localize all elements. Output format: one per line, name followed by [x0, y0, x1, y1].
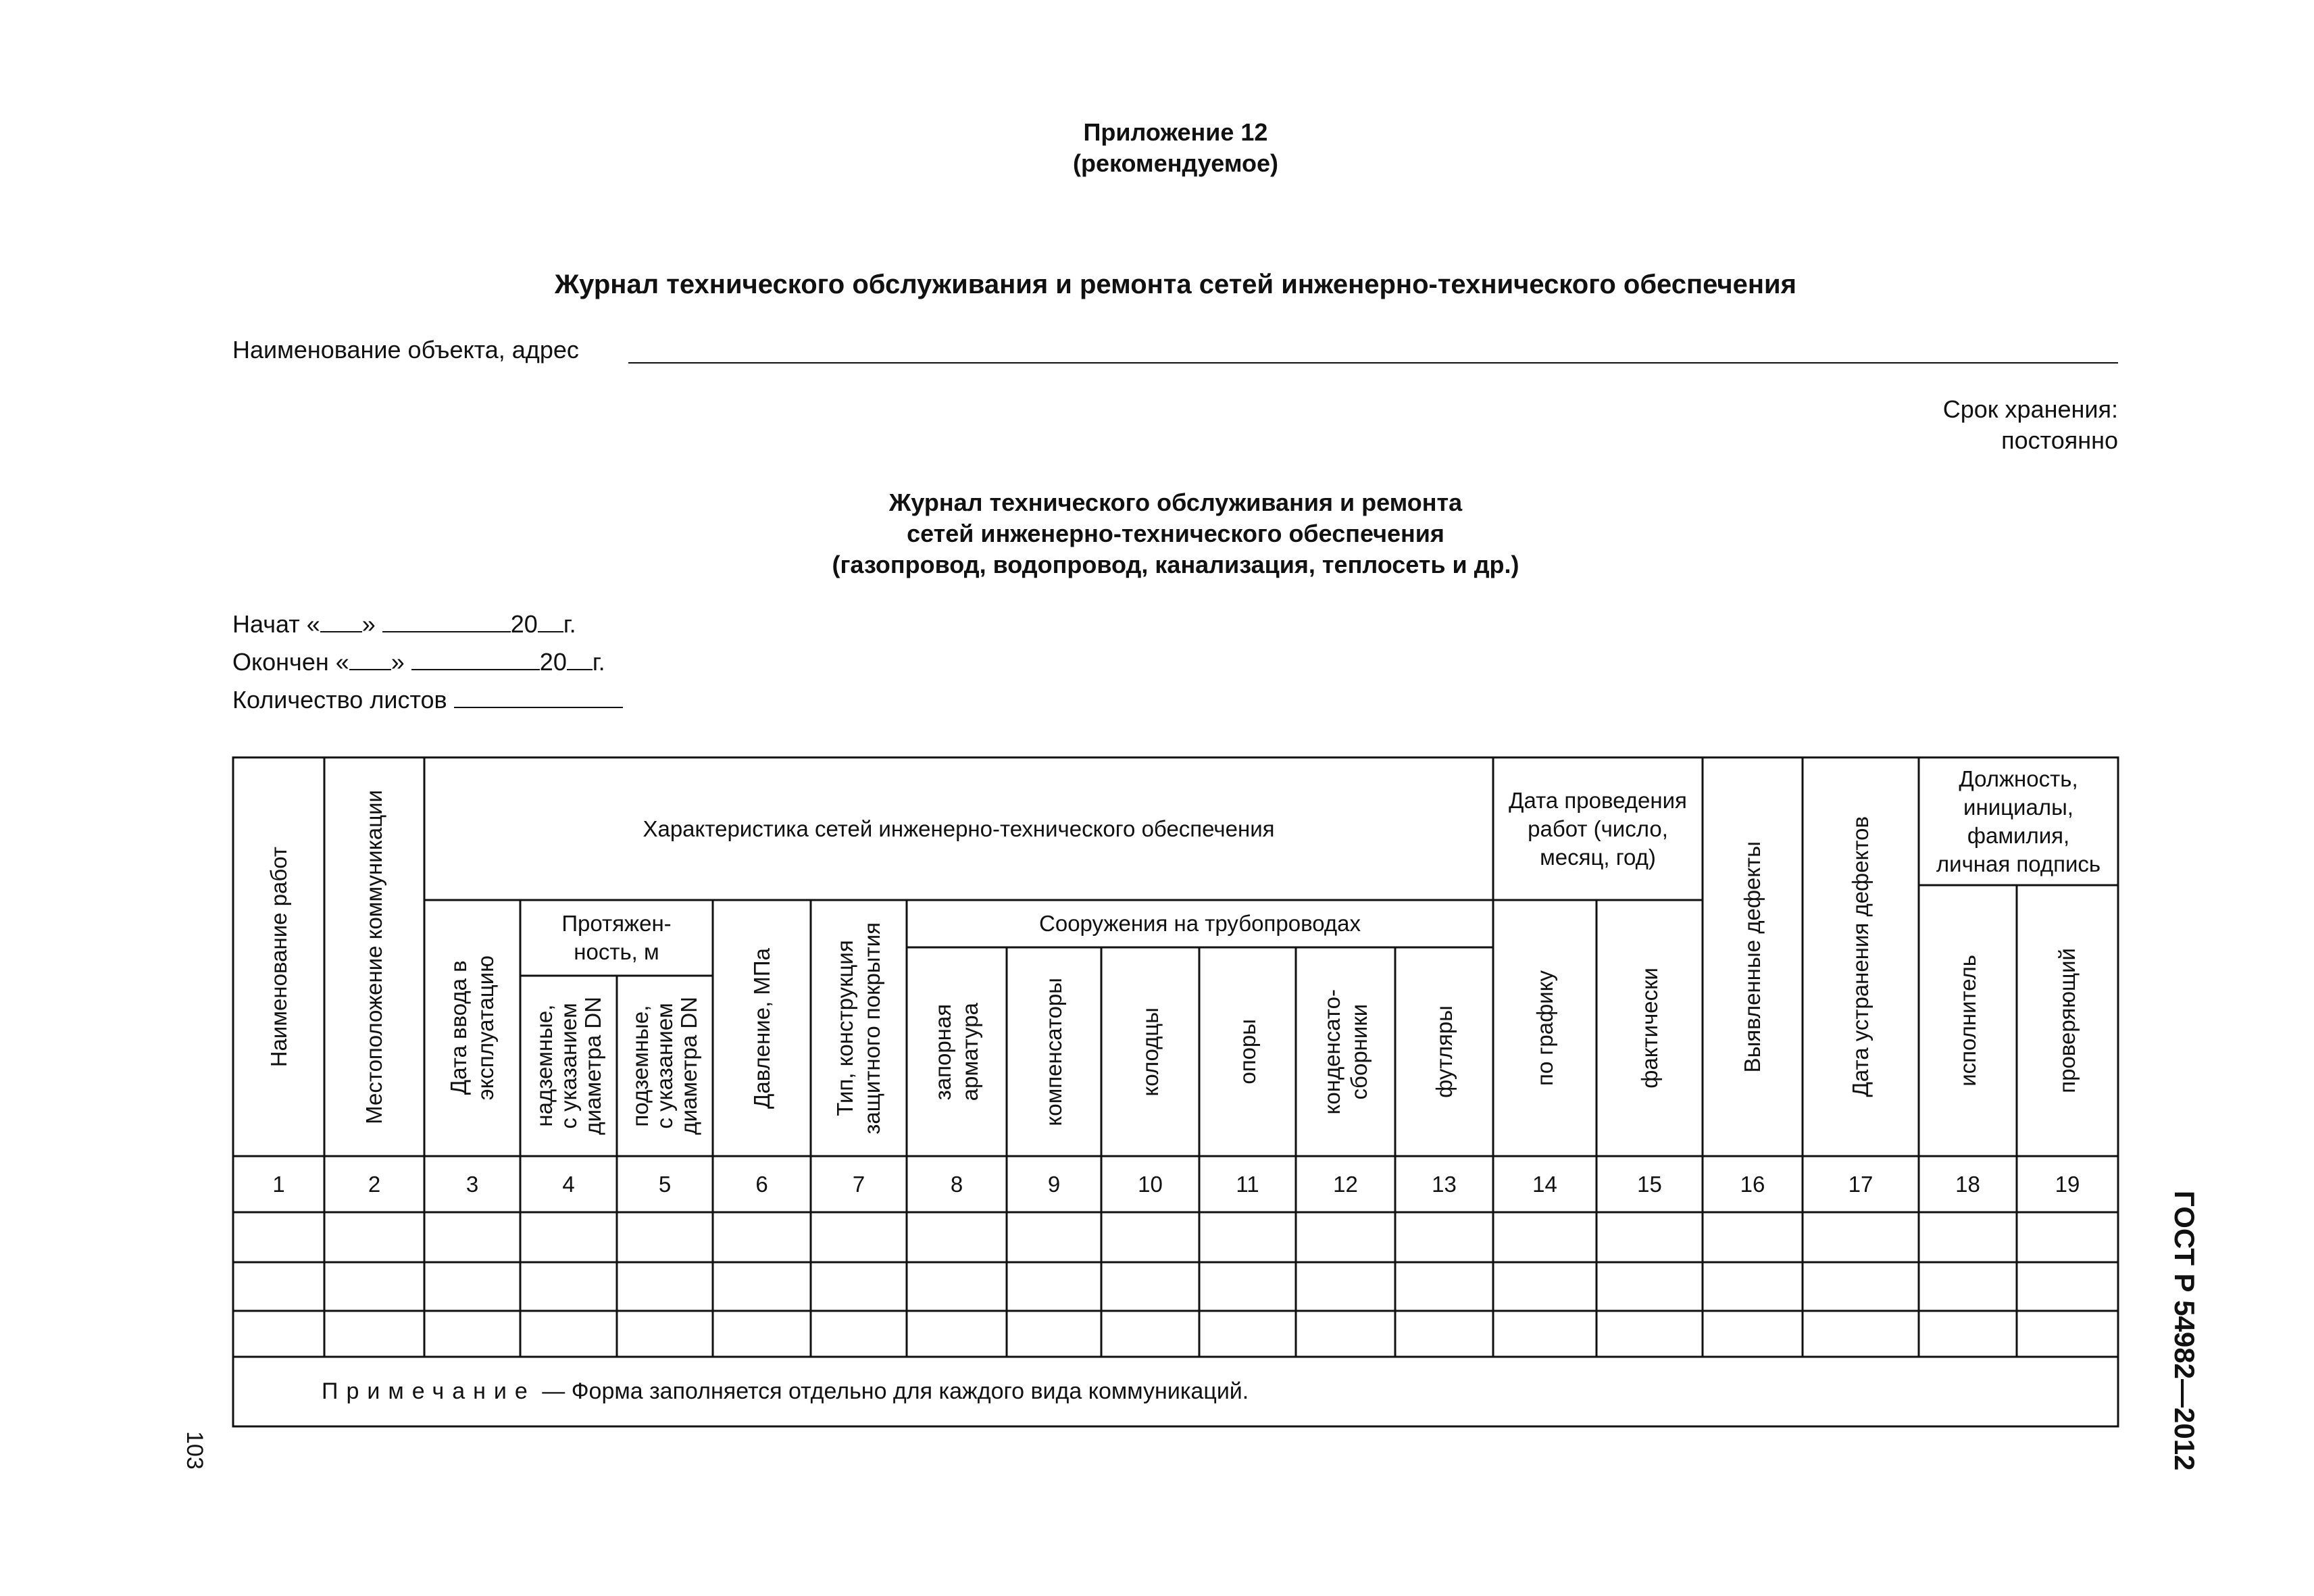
page-number: 103 — [182, 1431, 207, 1470]
col-commission-date: Дата ввода в эксплуатацию — [446, 955, 498, 1101]
finished-prefix: Окончен « — [232, 648, 349, 676]
column-number: 9 — [1047, 1171, 1061, 1197]
column-number: 2 — [368, 1171, 381, 1197]
col-condensate-collectors: конденсато- сборники — [1319, 989, 1372, 1115]
finished-year: 20 — [539, 648, 567, 676]
journal-title-line2: сетей инженерно-технического обеспечения — [907, 520, 1444, 547]
column-number: 1 — [272, 1171, 285, 1197]
col-executor: исполнитель — [1955, 955, 1980, 1087]
group-work-date: Дата проведения работ (число, месяц, год) — [1509, 787, 1687, 870]
col-pressure: Давление, МПа — [749, 947, 774, 1109]
col-compensators: компенсаторы — [1041, 977, 1066, 1126]
col-above-ground: надземные, с указанием диаметра DN — [531, 997, 605, 1135]
column-number: 15 — [1637, 1171, 1662, 1197]
table-row — [233, 1212, 2118, 1262]
column-number: 3 — [466, 1171, 479, 1197]
column-number: 19 — [2055, 1171, 2080, 1197]
col-actual: фактически — [1636, 968, 1662, 1089]
retention-label: Срок хранения: — [1942, 395, 2118, 423]
started-year: 20 — [510, 610, 538, 638]
col-casings: футляры — [1431, 1005, 1457, 1098]
column-number: 13 — [1432, 1171, 1457, 1197]
column-number: 4 — [562, 1171, 575, 1197]
col-location: Местоположение коммуникации — [361, 789, 386, 1124]
col-work-name: Наименование работ — [266, 846, 291, 1068]
column-number: 18 — [1955, 1171, 1980, 1197]
col-wells: колодцы — [1137, 1007, 1163, 1097]
column-number: 7 — [852, 1171, 865, 1197]
column-number: 16 — [1740, 1171, 1765, 1197]
document-title: Журнал технического обслуживания и ремонта сетей инженерно-технического обеспечения — [555, 270, 1796, 299]
appendix-number: Приложение 12 — [1083, 118, 1268, 146]
started-prefix: Начат « — [232, 610, 320, 638]
col-shutoff-valves: запорная арматура — [930, 1002, 982, 1101]
note-label: Примечание — [322, 1378, 536, 1404]
group-position: Должность, инициалы, фамилия, личная подпись — [1936, 766, 2101, 876]
finished-mid: » — [391, 648, 405, 676]
group-characteristics: Характеристика сетей инженерно-технического обеспечения — [643, 816, 1275, 841]
group-structures: Сооружения на трубопроводах — [1039, 911, 1361, 936]
column-number: 17 — [1848, 1171, 1873, 1197]
column-number: 10 — [1138, 1171, 1163, 1197]
standard-designation: ГОСТ Р 54982—2012 — [2169, 1191, 2200, 1471]
table-note — [322, 1376, 1249, 1407]
group-length: Протяжен- ность, м — [561, 911, 672, 964]
started-mid: » — [361, 610, 376, 638]
col-fix-date: Дата устранения дефектов — [1848, 816, 1873, 1097]
started-suffix: г. — [563, 610, 576, 638]
retention-value: постоянно — [2001, 426, 2118, 454]
col-scheduled: по графику — [1532, 970, 1557, 1087]
journal-title-line1: Журнал технического обслуживания и ремонта — [888, 489, 1463, 516]
col-inspector: проверяющий — [2055, 948, 2080, 1093]
column-number: 14 — [1532, 1171, 1557, 1197]
object-name-label: Наименование объекта, адрес — [232, 336, 579, 364]
col-coating-type: Тип, конструкция защитного покрытия — [832, 922, 884, 1134]
note-text: — Форма заполняется отдельно для каждого вида коммуникаций. — [542, 1378, 1249, 1404]
sheets-label: Количество листов — [232, 686, 447, 714]
table-row — [233, 1262, 2118, 1311]
column-number: 8 — [950, 1171, 963, 1197]
table-row — [233, 1311, 2118, 1357]
column-number: 12 — [1333, 1171, 1358, 1197]
column-number: 6 — [755, 1171, 768, 1197]
journal-title-line3: (газопровод, водопровод, канализация, теплосеть и др.) — [832, 551, 1519, 578]
appendix-type: (рекомендуемое) — [1073, 149, 1278, 177]
col-defects: Выявленные дефекты — [1740, 841, 1765, 1073]
col-supports: опоры — [1234, 1019, 1260, 1084]
column-number: 11 — [1236, 1171, 1259, 1197]
column-number: 5 — [658, 1171, 672, 1197]
col-underground: подземные, с указанием диаметра DN — [628, 997, 701, 1135]
finished-suffix: г. — [592, 648, 605, 676]
